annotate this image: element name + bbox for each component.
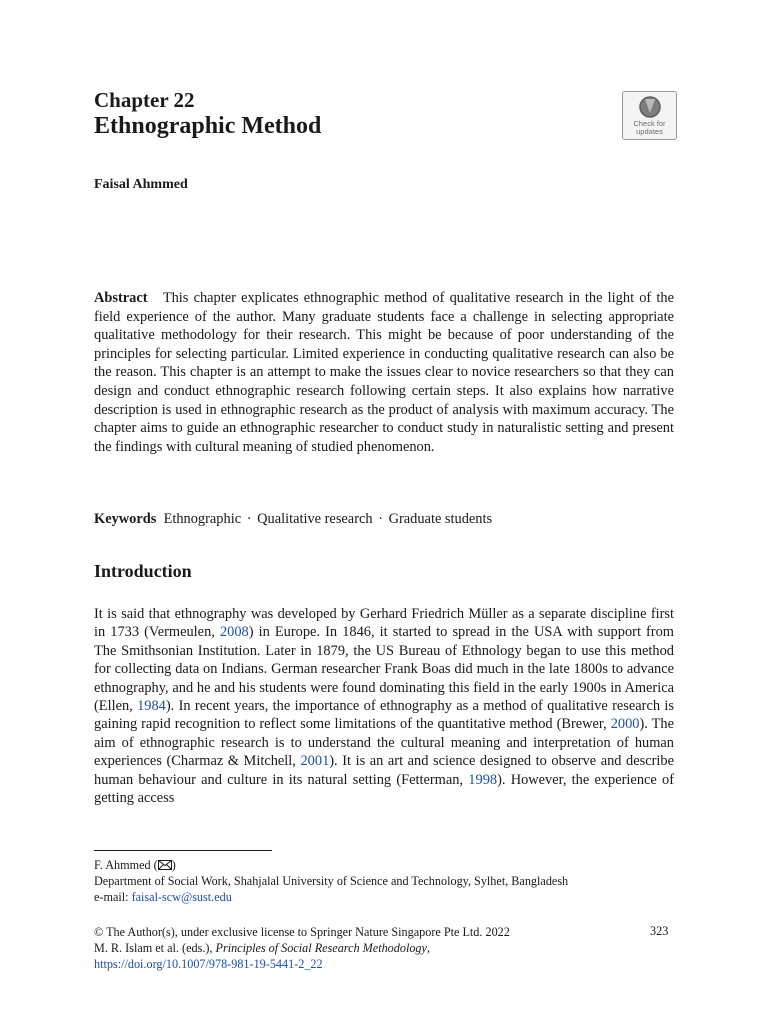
keyword-separator: · [246, 511, 252, 527]
chapter-number: Chapter 22 [94, 88, 195, 112]
citation-link[interactable]: 2008 [219, 624, 249, 641]
keyword-item: Ethnographic [163, 511, 242, 527]
envelope-icon [158, 860, 172, 870]
citation-prefix: M. R. Islam et al. (eds.), [94, 941, 216, 955]
copyright-line: © The Author(s), under exclusive license to Springer Nature Singapore Pte Ltd. 2022 [94, 925, 510, 939]
citation-link[interactable]: 2000 [610, 716, 640, 733]
footnote-author-text: F. Ahmmed ( [94, 858, 158, 872]
abstract-text: This chapter explicates ethnographic method of qualitative research in the light of the field experience of the author. Many graduate students face a challenge in selecting appropriate qualitative methodology for their research. This might be because of poor understanding of the principles for selecting particular. Limited experience in conducting qualitative research can also be the reason. This chapter is an attempt to make the issues clear to novice researchers so that they can design and conduct ethnographic research following certain steps. It also explains how narrative description is used in ethnographic research as the product of analysis with maximum accuracy. The chapter aims to guide an ethnographic researcher to conduct study in naturalistic setting and present the findings with cultural meaning of studied phenomenon. [94, 290, 674, 455]
doi-link[interactable]: https://doi.org/10.1007/978-981-19-5441-2_22 [94, 957, 323, 971]
citation-link[interactable]: 1998 [468, 771, 498, 788]
footnote-email [94, 889, 684, 905]
citation-link[interactable]: 2001 [300, 753, 330, 770]
keyword-item: Graduate students [388, 511, 493, 527]
intro-text: ). However, the experience of getting access [94, 771, 674, 807]
keyword-item: Qualitative research [257, 511, 373, 527]
introduction-paragraph [94, 605, 674, 807]
doi-line [94, 956, 684, 972]
footnote-department: Department of Social Work, Shahjalal University of Science and Technology, Sylhet, Bangladesh [94, 874, 569, 888]
intro-text: ). In recent years, the importance of ethnography as a method of qualitative research is gaining rapid recognition to reflect some limitations of the quantitative method (Brewer, [94, 698, 674, 733]
keywords [94, 510, 674, 529]
email-link[interactable]: faisal-scw@sust.edu [131, 890, 232, 904]
check-updates-icon [637, 96, 663, 120]
intro-text: ). The aim of ethnographic research is to understand the cultural meaning and interpretation of human experiences (Charmaz & Mitchell, [94, 716, 674, 770]
email-label: e-mail: [94, 890, 132, 904]
intro-text: ). It is an art and science designed to observe and describe human behaviour and culture in its natural setting (Fetterman, [94, 753, 675, 788]
check-for-updates-badge[interactable] [622, 91, 677, 140]
introduction-heading: Introduction [94, 561, 192, 581]
page-number: 323 [650, 924, 669, 938]
intro-text: It is said that ethnography was developed by Gerhard Friedrich Müller as a separate discipline first in 1733 (Vermeulen, [94, 606, 674, 641]
badge-label: Check for updates [633, 119, 666, 136]
keyword-separator: · [378, 511, 383, 527]
footnote-author [94, 857, 684, 873]
citation-link[interactable]: 1984 [137, 698, 166, 715]
footnote-author-end: ) [171, 858, 176, 872]
keywords-label: Keywords [94, 511, 157, 527]
footnote-divider [94, 850, 272, 851]
abstract-label: Abstract [94, 290, 148, 306]
book-citation [94, 940, 684, 956]
author-name: Faisal Ahmmed [94, 177, 188, 192]
book-title: Principles of Social Research Methodology [215, 941, 427, 955]
chapter-title: Ethnographic Method [94, 113, 322, 139]
abstract [94, 289, 674, 456]
citation-suffix: , [426, 941, 430, 955]
intro-text: ) in Europe. In 1846, it started to spread in the USA with support from The Smithsonian Institution. Later in 1879, the US Bureau of Ethnology began to use this method for collecting data on Indians. German researcher Frank Boas did much in the late 1800s to advance ethnography, and he and his students were found dominating this field in the early 1900s in America (Ellen, [94, 624, 674, 715]
